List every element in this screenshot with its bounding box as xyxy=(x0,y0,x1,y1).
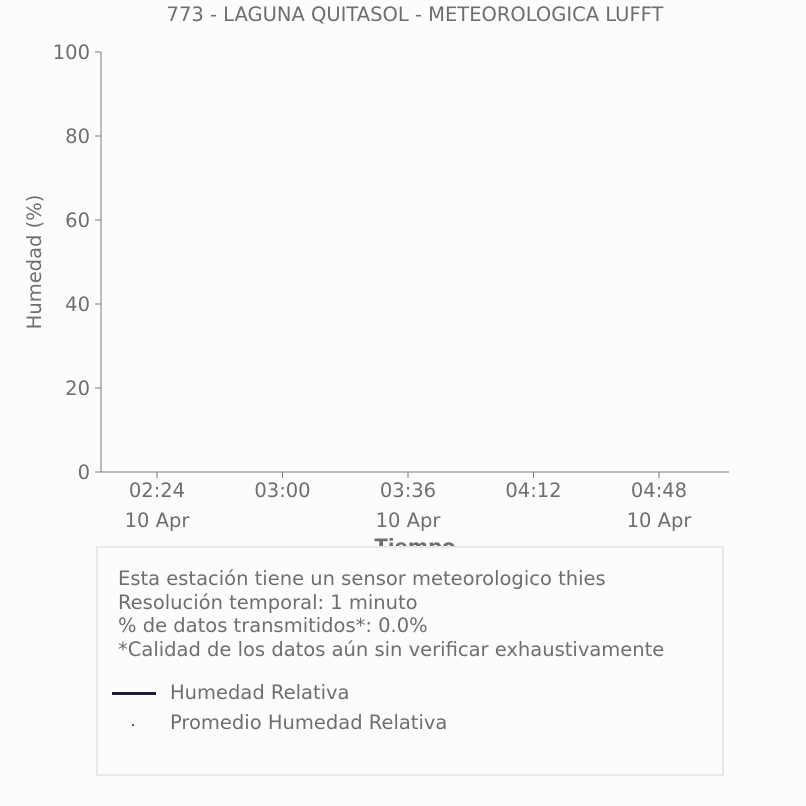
y-tick-label: 40 xyxy=(65,293,90,316)
info-quality-note: *Calidad de los datos aún sin verificar exhaustivamente xyxy=(118,637,665,661)
info-resolution-text: Resolución temporal: 1 minuto xyxy=(118,590,418,614)
x-tick-time-label: 03:00 xyxy=(254,479,311,502)
y-tick-label: 0 xyxy=(77,461,90,484)
x-tick-time-label: 03:36 xyxy=(379,479,437,502)
y-ticks xyxy=(53,41,101,484)
y-tick-label: 20 xyxy=(65,377,90,400)
info-transmitted-text: % de datos transmitidos*: 0.0% xyxy=(118,614,428,637)
station-info xyxy=(118,567,664,661)
info-sensor-text: Esta estación tiene un sensor meteorologico thies xyxy=(118,567,606,590)
x-tick-time-label: 02:24 xyxy=(128,479,186,502)
y-tick-label: 80 xyxy=(65,125,90,148)
x-tick-date-label: 10 Apr xyxy=(626,509,692,532)
x-tick-time-label: 04:48 xyxy=(630,479,688,502)
x-tick-date-label: 10 Apr xyxy=(375,509,441,532)
chart-title: 773 - LAGUNA QUITASOL - METEOROLOGICA LUFFT xyxy=(166,3,664,26)
line-swatch-icon xyxy=(112,692,156,695)
x-ticks xyxy=(125,472,693,532)
info-legend-box xyxy=(96,546,724,776)
legend-label-humedad: Humedad Relativa xyxy=(170,681,350,704)
dot-swatch-icon xyxy=(132,724,134,726)
x-tick-date-label: 10 Apr xyxy=(124,509,190,532)
y-axis-label: Humedad (%) xyxy=(23,194,46,330)
y-tick-label: 60 xyxy=(65,209,90,232)
legend-label-promedio: Promedio Humedad Relativa xyxy=(170,711,448,734)
y-tick-label: 100 xyxy=(52,41,90,64)
x-tick-time-label: 04:12 xyxy=(505,479,562,502)
